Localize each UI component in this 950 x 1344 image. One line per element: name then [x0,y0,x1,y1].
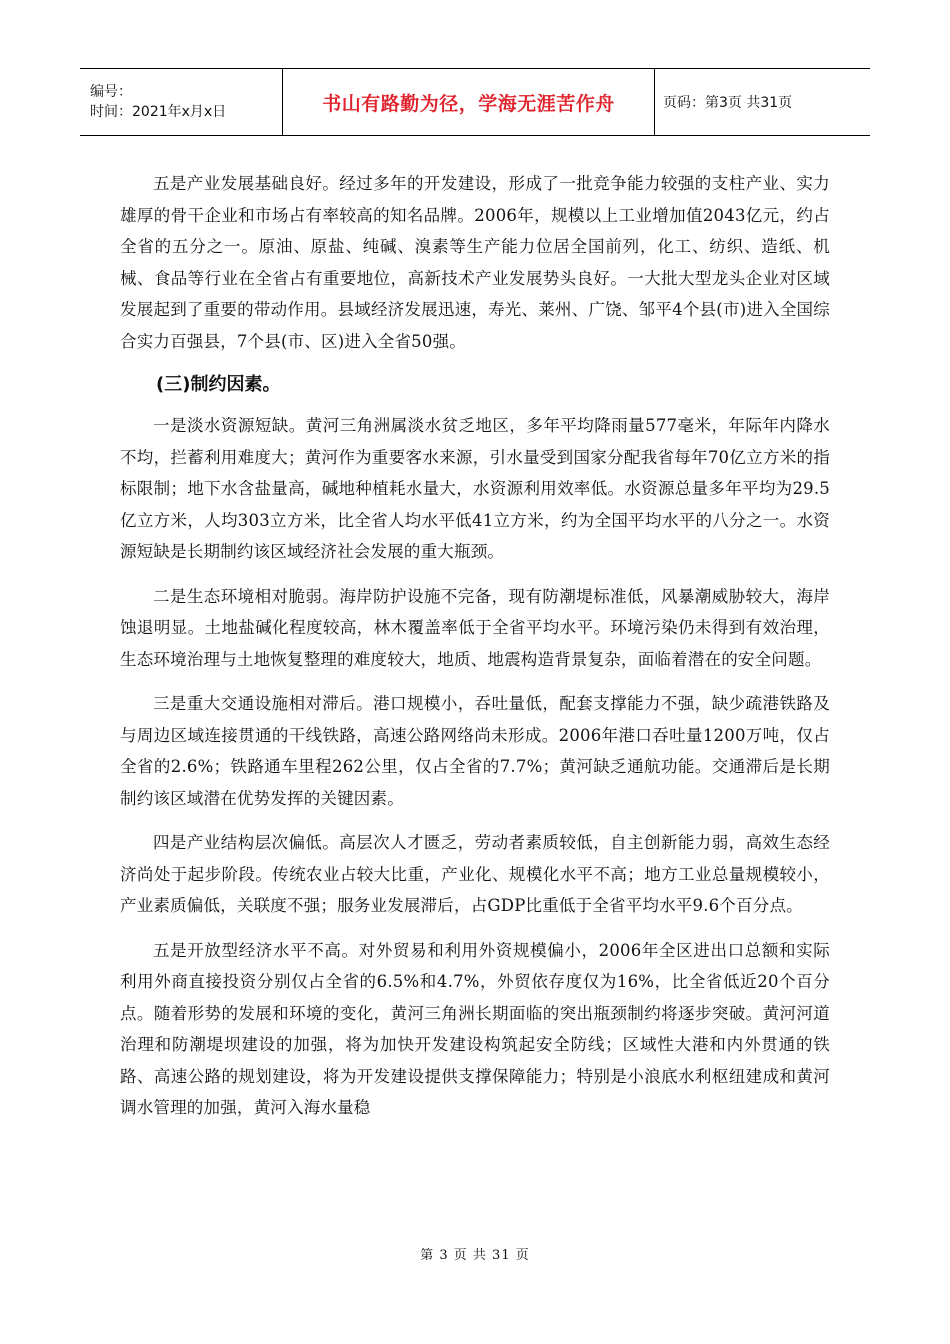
paragraph-transport: 三是重大交通设施相对滞后。港口规模小，吞吐量低，配套支撑能力不强，缺少疏港铁路及与周边区域连接贯通的干线铁路，高速公路网络尚未形成。2006年港口吞吐量1200万吨，仅占全省的2.6%；铁路通车里程262公里，仅占全省的7.7%；黄河缺乏通航功能。交通滞后是长期制约该区域潜在优势发挥的关键因素。 [120,694,830,808]
page-footer: 第 3 页 共 31 页 [420,1248,530,1263]
document-date-label: 时间：2021年x月x日 [90,104,227,120]
document-body [120,168,830,1137]
paragraph-industry-foundation: 五是产业发展基础良好。经过多年的开发建设，形成了一批竞争能力较强的支柱产业、实力雄厚的骨干企业和市场占有率较高的知名品牌。2006年，规模以上工业增加值2043亿元，约占全省的五分之一。原油、原盐、纯碱、溴素等生产能力位居全国前列，化工、纺织、造纸、机械、食品等行业在全省占有重要地位，高新技术产业发展势头良好。一大批大型龙头企业对区域发展起到了重要的带动作用。县域经济发展迅速，寿光、莱州、广饶、邹平4个县(市)进入全国综合实力百强县，7个县(市、区)进入全省50强。 [120,174,830,351]
header-meta [80,69,283,135]
section-heading-constraints: (三)制约因素。 [156,374,281,395]
page-header [80,68,870,136]
paragraph-water-shortage: 一是淡水资源短缺。黄河三角洲属淡水贫乏地区，多年平均降雨量577毫米，年际年内降水不均，拦蓄利用难度大；黄河作为重要客水来源，引水量受到国家分配我省每年70亿立方米的指标限制；地下水含盐量高，碱地种植耗水量大，水资源利用效率低。水资源总量多年平均为29.5亿立方米，人均303立方米，比全省人均水平低41立方米，约为全国平均水平的八分之一。水资源短缺是长期制约该区域经济社会发展的重大瓶颈。 [120,416,830,561]
paragraph-open-economy: 五是开放型经济水平不高。对外贸易和利用外资规模偏小，2006年全区进出口总额和实际利用外商直接投资分别仅占全省的6.5%和4.7%，外贸依存度仅为16%，比全省低近20个百分点。随着形势的发展和环境的变化，黄河三角洲长期面临的突出瓶颈制约将逐步突破。黄河河道治理和防潮堤坝建设的加强，将为加快开发建设构筑起安全防线；区域性大港和内外贯通的铁路、高速公路的规划建设，将为开发建设提供支撑保障能力；特别是小浪底水利枢纽建成和黄河调水管理的加强，黄河入海水量稳 [120,940,830,1117]
document-number-label: 编号： [90,84,132,100]
paragraph-ecology: 二是生态环境相对脆弱。海岸防护设施不完备，现有防潮堤标准低，风暴潮威胁较大，海岸蚀退明显。土地盐碱化程度较高，林木覆盖率低于全省平均水平。环境污染仍未得到有效治理，生态环境治理与土地恢复整理的难度较大，地质、地震构造背景复杂，面临着潜在的安全问题。 [120,586,830,669]
header-page-info: 页码：第3页 共31页 [663,95,793,111]
paragraph-industry-structure: 四是产业结构层次偏低。高层次人才匮乏，劳动者素质较低，自主创新能力弱，高效生态经济尚处于起步阶段。传统农业占较大比重，产业化、规模化水平不高；地方工业总量规模较小，产业素质偏低，关联度不强；服务业发展滞后，占GDP比重低于全省平均水平9.6个百分点。 [120,833,830,915]
header-motto: 书山有路勤为径，学海无涯苦作舟 [283,69,655,135]
